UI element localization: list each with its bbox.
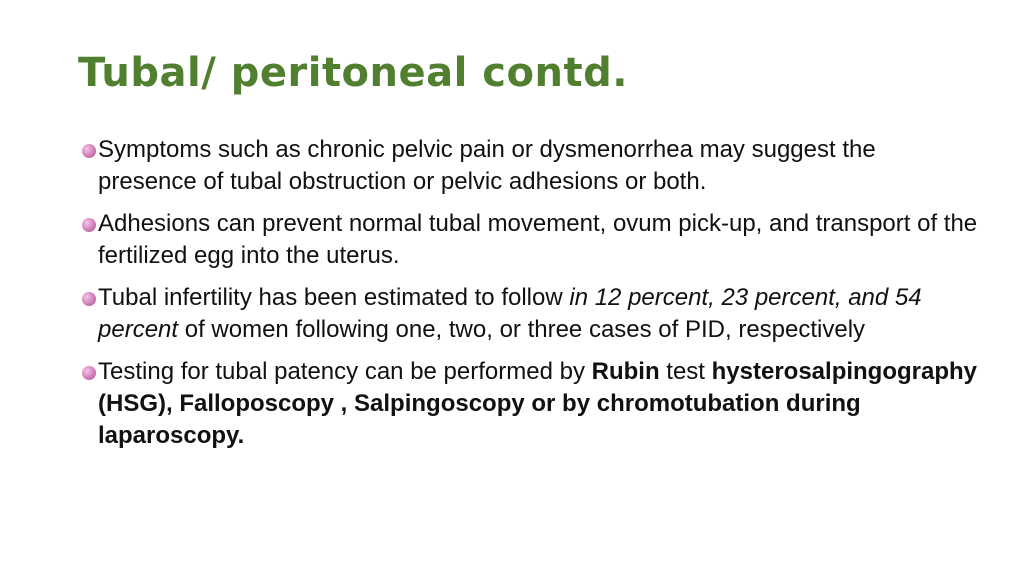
bullet-item [80,208,980,272]
bullet-dot-icon [82,292,96,306]
bullet-text: Adhesions can prevent normal tubal movement, ovum pick-up, and transport of the fertilized egg into the uterus. [98,210,978,269]
slide-title: Tubal/ peritoneal contd. [78,50,628,96]
bullet-dot-icon [82,144,96,158]
bullet-text-part: of women following one, two, or three cases of PID, respectively [178,316,866,343]
bullet-text-part: Tubal infertility has been estimated to follow [98,284,570,311]
bullet-text-bold: hysterosalpingography (HSG), Falloposcopy , Salpingoscopy or by chromotubation during laparoscopy. [98,358,978,449]
bullet-text-italic: in 12 percent, 23 percent, and 54 percent [98,284,922,343]
bullet-text: Symptoms such as chronic pelvic pain or dysmenorrhea may suggest the presence of tubal obstruction or pelvic adhesions or both. [98,136,876,195]
bullet-item [80,134,980,198]
bullet-text-bold: Rubin [591,358,660,385]
bullet-item [80,282,980,346]
bullet-text-part: Testing for tubal patency can be performed by [98,358,592,385]
bullet-list [80,134,980,462]
bullet-dot-icon [82,218,96,232]
bullet-dot-icon [82,366,96,380]
bullet-text-part: test [659,358,705,385]
bullet-item [80,356,980,452]
